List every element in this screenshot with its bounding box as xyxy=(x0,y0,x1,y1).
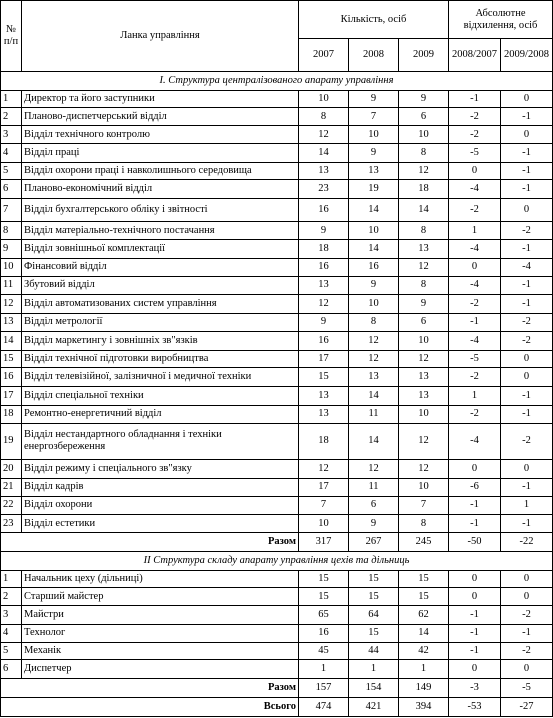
table-row xyxy=(1,496,553,515)
row-2007: 16 xyxy=(299,199,349,222)
row-unit-name: Ремонтно-енергетичний відділ xyxy=(22,405,299,423)
row-unit-name: Відділ праці xyxy=(22,143,299,162)
table-row xyxy=(1,314,553,332)
table-row xyxy=(1,642,553,660)
row-unit-name: Відділ спеціальної техніки xyxy=(22,387,299,406)
row-2008: 9 xyxy=(349,90,399,108)
table-row xyxy=(1,143,553,162)
row-2008: 44 xyxy=(349,642,399,660)
row-2008: 9 xyxy=(349,515,399,533)
row-number: 6 xyxy=(1,180,22,199)
row-dev-2008-2007: -2 xyxy=(449,108,501,126)
row-2009: 8 xyxy=(399,143,449,162)
row-unit-name: Директор та його заступники xyxy=(22,90,299,108)
row-2007: 8 xyxy=(299,108,349,126)
row-dev-2009-2008: 1 xyxy=(501,496,553,515)
row-unit-name: Відділ телевізійної, залізничної і медичної техніки xyxy=(22,368,299,387)
grand-total-d1: -53 xyxy=(449,697,501,716)
row-number: 4 xyxy=(1,143,22,162)
row-dev-2008-2007: -4 xyxy=(449,276,501,295)
grand-total-row xyxy=(1,697,553,716)
row-dev-2008-2007: -1 xyxy=(449,515,501,533)
row-dev-2008-2007: -2 xyxy=(449,368,501,387)
table-row xyxy=(1,258,553,276)
row-2007: 16 xyxy=(299,331,349,350)
row-2009: 1 xyxy=(399,660,449,679)
table-row xyxy=(1,222,553,240)
row-unit-name: Збутовий відділ xyxy=(22,276,299,295)
grand-total-y2008: 421 xyxy=(349,697,399,716)
header-dev-2009-2008: 2009/2008 xyxy=(501,39,553,72)
row-2007: 65 xyxy=(299,606,349,625)
row-dev-2008-2007: -5 xyxy=(449,143,501,162)
row-number: 3 xyxy=(1,126,22,144)
row-2008: 10 xyxy=(349,126,399,144)
row-dev-2008-2007: 0 xyxy=(449,588,501,606)
row-dev-2009-2008: 0 xyxy=(501,126,553,144)
row-dev-2008-2007: -1 xyxy=(449,642,501,660)
row-2009: 12 xyxy=(399,162,449,180)
row-dev-2008-2007: -4 xyxy=(449,240,501,259)
row-2007: 13 xyxy=(299,276,349,295)
row-2007: 23 xyxy=(299,180,349,199)
row-dev-2009-2008: -1 xyxy=(501,276,553,295)
header-count: Кількість, осіб xyxy=(299,1,449,39)
row-dev-2008-2007: -5 xyxy=(449,350,501,368)
row-2007: 13 xyxy=(299,387,349,406)
row-dev-2008-2007: 1 xyxy=(449,387,501,406)
row-number: 17 xyxy=(1,387,22,406)
row-dev-2008-2007: 0 xyxy=(449,660,501,679)
row-unit-name: Диспетчер xyxy=(22,660,299,679)
row-2008: 14 xyxy=(349,423,399,460)
row-2008: 7 xyxy=(349,108,399,126)
row-dev-2008-2007: -1 xyxy=(449,606,501,625)
row-number: 13 xyxy=(1,314,22,332)
table-row xyxy=(1,331,553,350)
row-2008: 8 xyxy=(349,314,399,332)
row-dev-2009-2008: -2 xyxy=(501,331,553,350)
row-2008: 19 xyxy=(349,180,399,199)
row-unit-name: Відділ охорони xyxy=(22,496,299,515)
row-2009: 13 xyxy=(399,387,449,406)
grand-total-d2: -27 xyxy=(501,697,553,716)
row-2007: 10 xyxy=(299,90,349,108)
subtotal-y2009: 245 xyxy=(399,533,449,552)
row-number: 14 xyxy=(1,331,22,350)
row-dev-2008-2007: 0 xyxy=(449,162,501,180)
row-dev-2008-2007: -6 xyxy=(449,478,501,496)
header-year-2007: 2007 xyxy=(299,39,349,72)
row-2009: 12 xyxy=(399,460,449,479)
table-row xyxy=(1,387,553,406)
row-2009: 12 xyxy=(399,350,449,368)
row-2008: 14 xyxy=(349,387,399,406)
row-2009: 9 xyxy=(399,90,449,108)
row-2007: 7 xyxy=(299,496,349,515)
row-2008: 16 xyxy=(349,258,399,276)
row-dev-2008-2007: -4 xyxy=(449,423,501,460)
row-dev-2008-2007: 0 xyxy=(449,258,501,276)
row-2007: 18 xyxy=(299,240,349,259)
row-number: 15 xyxy=(1,350,22,368)
row-number: 23 xyxy=(1,515,22,533)
row-dev-2008-2007: 0 xyxy=(449,460,501,479)
subtotal-y2007: 317 xyxy=(299,533,349,552)
table-row xyxy=(1,162,553,180)
row-number: 8 xyxy=(1,222,22,240)
row-2007: 12 xyxy=(299,460,349,479)
row-unit-name: Відділ технічного контролю xyxy=(22,126,299,144)
row-2008: 9 xyxy=(349,143,399,162)
row-dev-2009-2008: -1 xyxy=(501,240,553,259)
row-2008: 13 xyxy=(349,368,399,387)
subtotal-d2: -5 xyxy=(501,678,553,697)
row-number: 7 xyxy=(1,199,22,222)
subtotal-y2008: 267 xyxy=(349,533,399,552)
row-2009: 6 xyxy=(399,314,449,332)
row-dev-2009-2008: -2 xyxy=(501,314,553,332)
table-row xyxy=(1,90,553,108)
section-title: I. Структура централізованого апарату управління xyxy=(1,72,553,91)
row-dev-2009-2008: 0 xyxy=(501,660,553,679)
row-2008: 9 xyxy=(349,276,399,295)
subtotal-y2009: 149 xyxy=(399,678,449,697)
row-2009: 14 xyxy=(399,624,449,642)
row-dev-2009-2008: -1 xyxy=(501,405,553,423)
table-row xyxy=(1,660,553,679)
row-number: 5 xyxy=(1,642,22,660)
table-row xyxy=(1,199,553,222)
row-dev-2009-2008: -1 xyxy=(501,478,553,496)
row-number: 18 xyxy=(1,405,22,423)
row-number: 2 xyxy=(1,588,22,606)
row-2007: 18 xyxy=(299,423,349,460)
row-unit-name: Відділ режиму і спеціального зв"язку xyxy=(22,460,299,479)
row-number: 16 xyxy=(1,368,22,387)
grand-total-y2009: 394 xyxy=(399,697,449,716)
row-2007: 9 xyxy=(299,222,349,240)
row-unit-name: Відділ естетики xyxy=(22,515,299,533)
table-row xyxy=(1,240,553,259)
row-2009: 62 xyxy=(399,606,449,625)
row-2008: 6 xyxy=(349,496,399,515)
section-title: II Структура складу апарату управління цехів та дільниць xyxy=(1,551,553,570)
row-dev-2009-2008: -1 xyxy=(501,387,553,406)
table-row xyxy=(1,624,553,642)
row-dev-2008-2007: -4 xyxy=(449,331,501,350)
row-2007: 1 xyxy=(299,660,349,679)
row-dev-2008-2007: -1 xyxy=(449,624,501,642)
row-dev-2008-2007: -2 xyxy=(449,126,501,144)
row-2007: 17 xyxy=(299,478,349,496)
row-number: 20 xyxy=(1,460,22,479)
row-2007: 13 xyxy=(299,162,349,180)
row-2007: 17 xyxy=(299,350,349,368)
table-row xyxy=(1,295,553,314)
row-dev-2009-2008: -1 xyxy=(501,295,553,314)
table-row xyxy=(1,423,553,460)
header-unit: Ланка управління xyxy=(22,1,299,72)
row-2009: 15 xyxy=(399,588,449,606)
row-number: 11 xyxy=(1,276,22,295)
row-dev-2009-2008: 0 xyxy=(501,368,553,387)
row-2009: 8 xyxy=(399,222,449,240)
table-row xyxy=(1,588,553,606)
row-2009: 12 xyxy=(399,258,449,276)
subtotal-d1: -3 xyxy=(449,678,501,697)
row-2009: 9 xyxy=(399,295,449,314)
header-year-2009: 2009 xyxy=(399,39,449,72)
row-unit-name: Фінансовий відділ xyxy=(22,258,299,276)
row-2009: 15 xyxy=(399,570,449,588)
header-num: № п/п xyxy=(1,1,22,72)
row-2009: 10 xyxy=(399,331,449,350)
row-2009: 6 xyxy=(399,108,449,126)
row-2008: 15 xyxy=(349,570,399,588)
row-2009: 42 xyxy=(399,642,449,660)
row-2008: 64 xyxy=(349,606,399,625)
row-unit-name: Відділ метрології xyxy=(22,314,299,332)
row-2008: 10 xyxy=(349,295,399,314)
row-2009: 18 xyxy=(399,180,449,199)
row-dev-2009-2008: -1 xyxy=(501,162,553,180)
row-unit-name: Відділ кадрів xyxy=(22,478,299,496)
row-dev-2008-2007: 1 xyxy=(449,222,501,240)
row-number: 10 xyxy=(1,258,22,276)
row-dev-2009-2008: -1 xyxy=(501,624,553,642)
row-number: 4 xyxy=(1,624,22,642)
row-2008: 1 xyxy=(349,660,399,679)
row-dev-2009-2008: -1 xyxy=(501,515,553,533)
row-dev-2009-2008: 0 xyxy=(501,460,553,479)
row-2009: 8 xyxy=(399,276,449,295)
row-2007: 16 xyxy=(299,258,349,276)
subtotal-y2008: 154 xyxy=(349,678,399,697)
row-dev-2008-2007: -1 xyxy=(449,314,501,332)
row-number: 2 xyxy=(1,108,22,126)
row-2009: 10 xyxy=(399,126,449,144)
table-row xyxy=(1,126,553,144)
row-2007: 13 xyxy=(299,405,349,423)
table-row xyxy=(1,180,553,199)
row-2009: 12 xyxy=(399,423,449,460)
row-dev-2009-2008: -1 xyxy=(501,108,553,126)
row-unit-name: Майстри xyxy=(22,606,299,625)
row-unit-name: Відділ зовнішньої комплектації xyxy=(22,240,299,259)
row-2008: 12 xyxy=(349,350,399,368)
row-dev-2009-2008: 0 xyxy=(501,350,553,368)
table-row xyxy=(1,108,553,126)
row-2008: 11 xyxy=(349,478,399,496)
subtotal-d1: -50 xyxy=(449,533,501,552)
row-number: 1 xyxy=(1,90,22,108)
row-unit-name: Відділ нестандартного обладнання і техніки енергозбереження xyxy=(22,423,299,460)
row-number: 22 xyxy=(1,496,22,515)
row-2008: 11 xyxy=(349,405,399,423)
table-row xyxy=(1,350,553,368)
row-2008: 12 xyxy=(349,460,399,479)
grand-total-y2007: 474 xyxy=(299,697,349,716)
row-unit-name: Старший майстер xyxy=(22,588,299,606)
row-2009: 13 xyxy=(399,368,449,387)
row-dev-2008-2007: -1 xyxy=(449,496,501,515)
header-deviation: Абсолютне відхилення, осіб xyxy=(449,1,553,39)
table-row xyxy=(1,606,553,625)
row-dev-2009-2008: -2 xyxy=(501,222,553,240)
row-2008: 15 xyxy=(349,624,399,642)
table-row xyxy=(1,368,553,387)
row-number: 5 xyxy=(1,162,22,180)
row-2007: 45 xyxy=(299,642,349,660)
row-2009: 7 xyxy=(399,496,449,515)
row-dev-2008-2007: -1 xyxy=(449,90,501,108)
row-2008: 15 xyxy=(349,588,399,606)
row-2007: 14 xyxy=(299,143,349,162)
row-unit-name: Механік xyxy=(22,642,299,660)
row-number: 9 xyxy=(1,240,22,259)
row-dev-2009-2008: 0 xyxy=(501,90,553,108)
row-dev-2008-2007: -2 xyxy=(449,295,501,314)
row-2009: 10 xyxy=(399,405,449,423)
row-unit-name: Відділ матеріально-технічного постачання xyxy=(22,222,299,240)
row-number: 6 xyxy=(1,660,22,679)
row-2009: 8 xyxy=(399,515,449,533)
row-2007: 15 xyxy=(299,588,349,606)
row-dev-2009-2008: -2 xyxy=(501,642,553,660)
table-row xyxy=(1,570,553,588)
row-2009: 10 xyxy=(399,478,449,496)
row-unit-name: Начальник цеху (дільниці) xyxy=(22,570,299,588)
row-dev-2009-2008: 0 xyxy=(501,570,553,588)
row-dev-2009-2008: 0 xyxy=(501,199,553,222)
row-dev-2009-2008: 0 xyxy=(501,588,553,606)
row-dev-2008-2007: -4 xyxy=(449,180,501,199)
row-2009: 13 xyxy=(399,240,449,259)
subtotal-row xyxy=(1,533,553,552)
row-dev-2008-2007: -2 xyxy=(449,199,501,222)
grand-total-label: Всього xyxy=(1,697,299,716)
subtotal-label: Разом xyxy=(1,533,299,552)
row-dev-2009-2008: -4 xyxy=(501,258,553,276)
row-number: 19 xyxy=(1,423,22,460)
row-2007: 15 xyxy=(299,368,349,387)
row-number: 3 xyxy=(1,606,22,625)
row-unit-name: Планово-економічний відділ xyxy=(22,180,299,199)
header-dev-2008-2007: 2008/2007 xyxy=(449,39,501,72)
header-year-2008: 2008 xyxy=(349,39,399,72)
row-2007: 12 xyxy=(299,126,349,144)
row-2007: 10 xyxy=(299,515,349,533)
row-unit-name: Відділ охорони праці і навколишнього середовища xyxy=(22,162,299,180)
row-unit-name: Технолог xyxy=(22,624,299,642)
row-2007: 12 xyxy=(299,295,349,314)
table-row xyxy=(1,478,553,496)
subtotal-d2: -22 xyxy=(501,533,553,552)
row-number: 12 xyxy=(1,295,22,314)
row-number: 1 xyxy=(1,570,22,588)
row-2008: 12 xyxy=(349,331,399,350)
subtotal-y2007: 157 xyxy=(299,678,349,697)
row-dev-2008-2007: 0 xyxy=(449,570,501,588)
row-unit-name: Відділ автоматизованих систем управління xyxy=(22,295,299,314)
row-unit-name: Відділ маркетингу і зовнішніх зв"язків xyxy=(22,331,299,350)
row-2007: 15 xyxy=(299,570,349,588)
row-dev-2008-2007: -2 xyxy=(449,405,501,423)
row-dev-2009-2008: -2 xyxy=(501,423,553,460)
table-row xyxy=(1,460,553,479)
row-number: 21 xyxy=(1,478,22,496)
row-dev-2009-2008: -1 xyxy=(501,180,553,199)
table-row xyxy=(1,276,553,295)
row-2008: 13 xyxy=(349,162,399,180)
row-unit-name: Відділ бухгалтерського обліку і звітності xyxy=(22,199,299,222)
row-dev-2009-2008: -2 xyxy=(501,606,553,625)
subtotal-row xyxy=(1,678,553,697)
row-2008: 10 xyxy=(349,222,399,240)
subtotal-label: Разом xyxy=(1,678,299,697)
row-unit-name: Відділ технічної підготовки виробництва xyxy=(22,350,299,368)
row-2008: 14 xyxy=(349,240,399,259)
table-row xyxy=(1,405,553,423)
row-2007: 16 xyxy=(299,624,349,642)
row-dev-2009-2008: -1 xyxy=(501,143,553,162)
row-2008: 14 xyxy=(349,199,399,222)
table-row xyxy=(1,515,553,533)
row-unit-name: Планово-диспетчерський відділ xyxy=(22,108,299,126)
row-2007: 9 xyxy=(299,314,349,332)
row-2009: 14 xyxy=(399,199,449,222)
